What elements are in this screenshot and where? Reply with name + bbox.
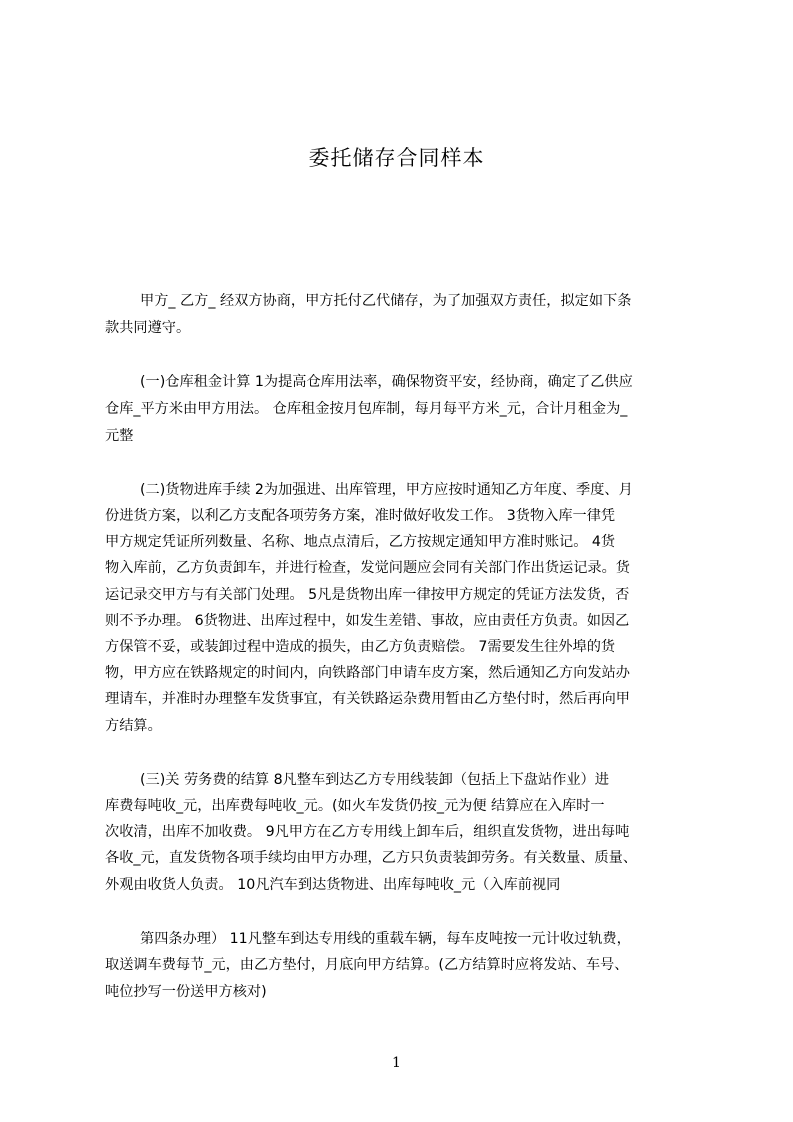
paragraph-line: 物入库前，乙方负责卸车，并进行检查，发觉问题应会同有关部门作出货运记录。货 xyxy=(105,560,630,576)
paragraph-line: 吨位抄写一份送甲方核对) xyxy=(105,984,267,1000)
page-number: 1 xyxy=(392,1055,401,1071)
paragraph-line: 外观由收货人负责。 10凡汽车到达货物进、出库每吨收_元（入库前视同 xyxy=(105,877,561,893)
paragraph-line: 各收_元，直发货物各项手续均由甲方办理，乙方只负责装卸劳务。有关数量、质量、 xyxy=(105,850,638,866)
document-title: 委托储存合同样本 xyxy=(308,146,485,170)
paragraph-line: 则不予办理。 6货物进、出库过程中，如发生差错、事故，应由责任方负责。如因乙 xyxy=(105,613,630,629)
paragraph-line: 库费每吨收_元，出库费每吨收_元。(如火车发货仍按_元为便 结算应在入库时一 xyxy=(105,798,605,814)
paragraph-line: 第四条办理） 11凡整车到达专用线的重载车辆，每车皮吨按一元计收过轨费， xyxy=(140,931,631,947)
paragraph-line: 款共同遵守。 xyxy=(105,320,191,336)
paragraph-line: (一)仓库租金计算 1为提高仓库用法率，确保物资平安，经协商，确定了乙供应 xyxy=(140,374,633,390)
paragraph-line: 物，甲方应在铁路规定的时间内，向铁路部门申请车皮方案，然后通知乙方向发站办 xyxy=(105,665,630,681)
paragraph-line: 理请车，并准时办理整车发货事宜，有关铁路运杂费用暂由乙方垫付时，然后再向甲 xyxy=(105,691,630,707)
paragraph-line: 方结算。 xyxy=(105,718,162,734)
paragraph-line: 取送调车费每节_元，由乙方垫付，月底向甲方结算。(乙方结算时应将发站、车号、 xyxy=(105,957,629,973)
paragraph-line: 方保管不妥，或装卸过程中造成的损失，由乙方负责赔偿。 7需要发生往外埠的货 xyxy=(105,639,616,655)
paragraph-line: 甲方_ 乙方_ 经双方协商，甲方托付乙代储存，为了加强双方责任，拟定如下条 xyxy=(140,293,632,309)
paragraph-line: 运记录交甲方与有关部门处理。 5凡是货物出库一律按甲方规定的凭证方法发货，否 xyxy=(105,587,630,603)
paragraph-line: 元整 xyxy=(105,428,134,444)
paragraph-line: (二)货物进库手续 2为加强进、出库管理，甲方应按时通知乙方年度、季度、月 xyxy=(140,482,633,498)
paragraph-line: 仓库_平方米由甲方用法。 仓库租金按月包库制，每月每平方米_元，合计月租金为_ xyxy=(105,401,628,417)
paragraph-line: (三)关 劳务费的结算 8凡整车到达乙方专用线装卸（包括上下盘站作业）进 xyxy=(140,772,609,788)
paragraph-line: 份进货方案，以利乙方支配各项劳务方案，准时做好收发工作。 3货物入库一律凭 xyxy=(105,508,616,524)
paragraph-line: 次收清，出库不加收费。 9凡甲方在乙方专用线上卸车后，组织直发货物，进出每吨 xyxy=(105,824,630,840)
paragraph-line: 甲方规定凭证所列数量、名称、地点点清后，乙方按规定通知甲方准时账记。 4货 xyxy=(105,534,616,550)
